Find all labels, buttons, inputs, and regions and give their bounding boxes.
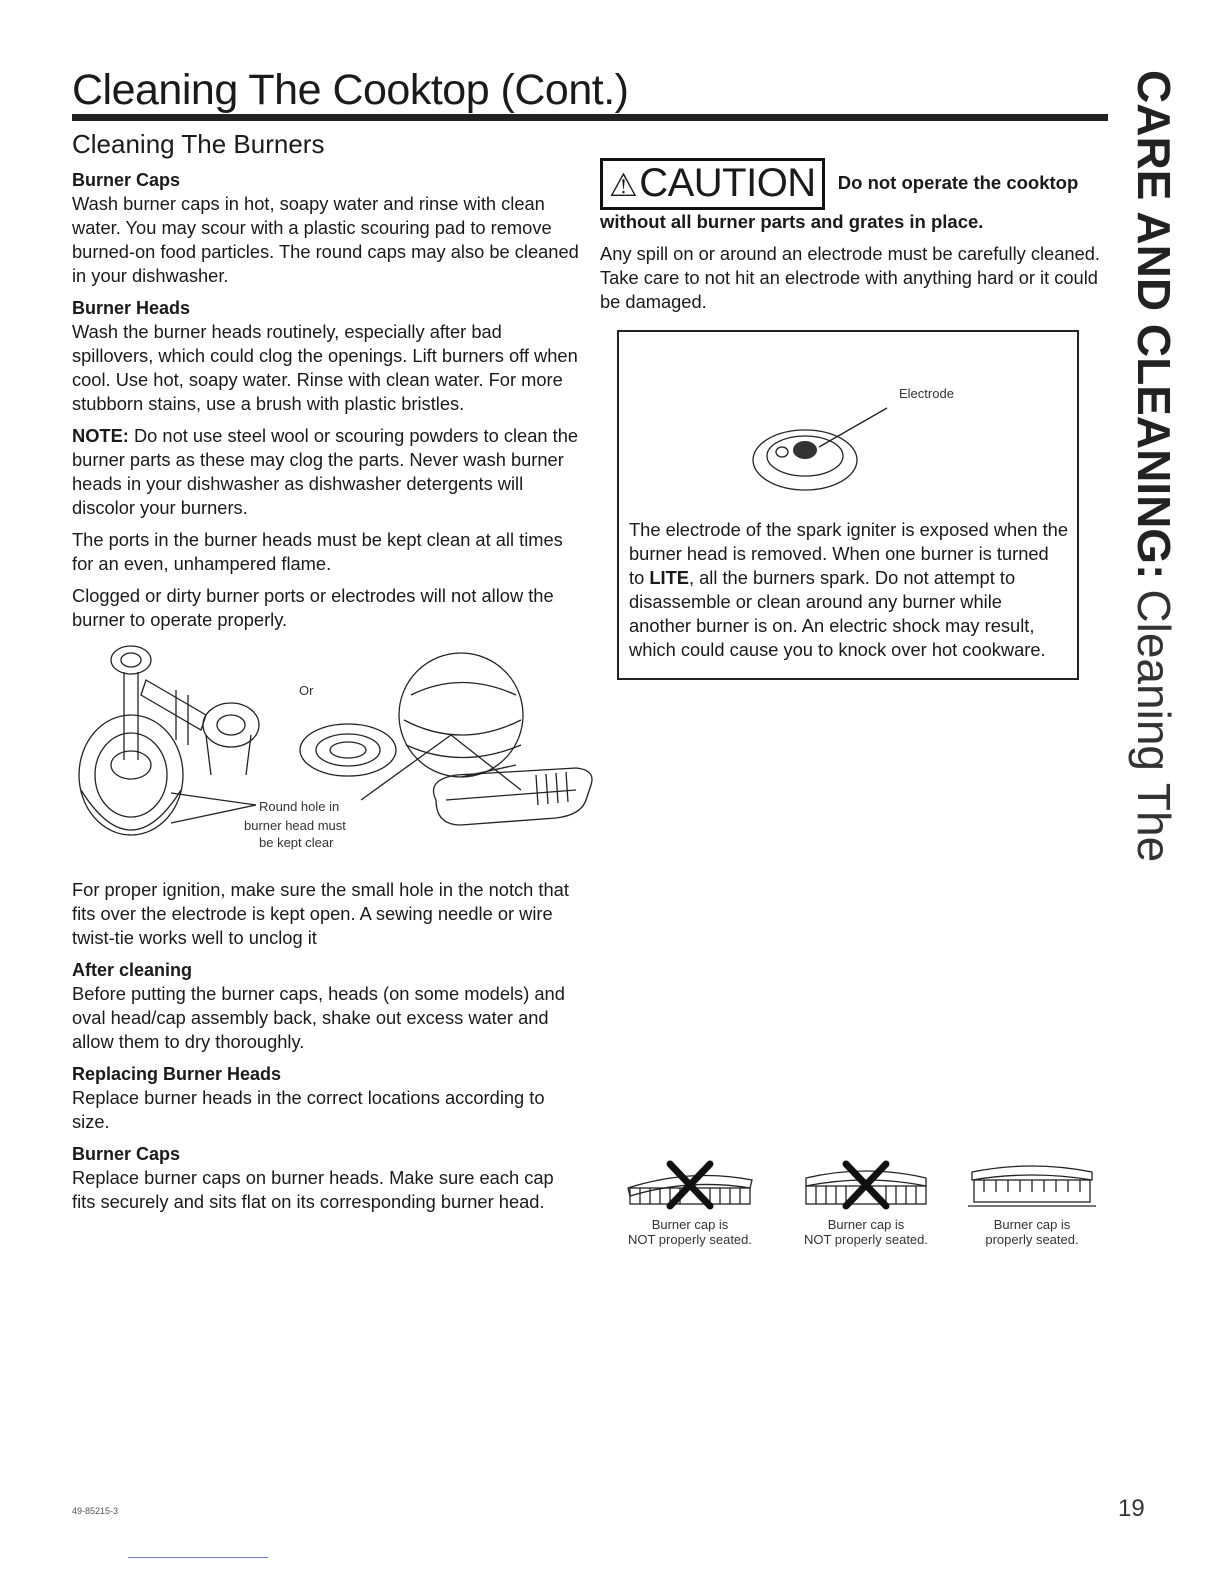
note-text: Do not use steel wool or scouring powders to clean the burner parts as these may clog the parts. Never wash burner heads in your dishwasher as dishwasher detergents will discolor your burners. — [72, 425, 579, 518]
burner-head-illustration — [76, 640, 606, 860]
caution-heading-1: Do not operate the cooktop — [837, 171, 1079, 193]
after-cleaning-text: Before putting the burner caps, heads (on some models) and oval head/cap assembly back, shake out excess water and allow them to dry thoroughly. — [72, 983, 565, 1052]
caution-block — [600, 158, 1100, 314]
or-label: Or — [299, 683, 314, 698]
seat-caption-1-line1: Burner cap is — [651, 1217, 729, 1232]
after-cleaning-heading: After cleaning — [72, 960, 193, 980]
caution-heading-2: without all burner parts and grates in place. — [600, 211, 984, 232]
caution-label: CAUTION — [639, 161, 816, 205]
spill-text: Any spill on or around an electrode must be carefully cleaned. Take care to not hit an electrode with anything hard or it could be damaged. — [600, 243, 1100, 312]
seat-caption-2-line1: Burner cap is — [827, 1217, 905, 1232]
electrode-box — [617, 330, 1079, 680]
seat-figures — [610, 1158, 1100, 1258]
burner-heads-heading: Burner Heads — [72, 298, 191, 318]
bottom-link-line — [128, 1557, 268, 1558]
replacing-text: Replace burner heads in the correct locations according to size. — [72, 1087, 545, 1132]
burner-cap-not-seated-1 — [610, 1158, 770, 1212]
seat-caption-3-line1: Burner cap is — [993, 1217, 1071, 1232]
page-number: 19 — [1118, 1495, 1145, 1522]
electrode-text-pre: The electrode of the spark igniter is exposed when the burner head is removed. When one burner is turned to — [629, 519, 1069, 588]
svg-text:CARE AND CLEANING:Cleaning The — [1128, 70, 1180, 870]
burner-caps-heading: Burner Caps — [72, 170, 181, 190]
electrode-label: Electrode — [899, 386, 954, 401]
x-mark-icon — [846, 1164, 886, 1206]
note-paragraph — [72, 424, 580, 520]
burner-cap-seated — [962, 1158, 1102, 1212]
round-hole-caption-3: be kept clear — [259, 835, 334, 850]
seat-figure-3 — [962, 1158, 1102, 1247]
section-title: Cleaning The Burners — [72, 129, 325, 159]
seat-caption-2-line2: NOT properly seated. — [803, 1232, 929, 1247]
title-rule — [72, 114, 1108, 121]
left-column-lower — [72, 878, 580, 1222]
side-tab-bold: CARE AND CLEANING: — [1128, 70, 1180, 580]
caution-badge — [600, 158, 825, 210]
electrode-text-post: , all the burners spark. Do not attempt to disassemble or clean around any burner while another burner is on. An electric shock may result, which could cause you to knock over hot cookware. — [629, 567, 1046, 660]
seat-figure-1 — [610, 1158, 770, 1247]
page-title: Cleaning The Cooktop (Cont.) — [72, 66, 629, 114]
side-tab — [1116, 70, 1196, 870]
round-hole-caption-1: Round hole in — [259, 799, 340, 814]
ignition-text: For proper ignition, make sure the small hole in the notch that fits over the electrode is kept open. A sewing needle or wire twist-tie works well to unclog it — [72, 879, 569, 948]
document-code: 49-85215-3 — [72, 1506, 119, 1516]
round-hole-caption-2: burner head must — [244, 818, 346, 833]
replacing-heading: Replacing Burner Heads — [72, 1064, 282, 1084]
electrode-illustration — [619, 332, 1077, 512]
clogged-text: Clogged or dirty burner ports or electrodes will not allow the burner to operate properly. — [72, 585, 554, 630]
seat-figure-2 — [786, 1158, 946, 1247]
note-label: NOTE: — [72, 425, 129, 446]
burner-caps-2-heading: Burner Caps — [72, 1144, 181, 1164]
side-tab-light: Cleaning The Cooktop — [1128, 589, 1180, 870]
seat-caption-3-line2: properly seated. — [985, 1232, 1079, 1247]
lite-label: LITE — [649, 567, 689, 588]
burner-caps-2-text: Replace burner caps on burner heads. Make sure each cap fits securely and sits flat on its corresponding burner head. — [72, 1167, 554, 1212]
ports-text: The ports in the burner heads must be kept clean at all times for an even, unhampered flame. — [72, 529, 563, 574]
seat-caption-1-line2: NOT properly seated. — [627, 1232, 753, 1247]
burner-heads-text: Wash the burner heads routinely, especially after bad spillovers, which could clog the openings. Lift burners off when cool. Use hot, soapy water. Rinse with clean water. For more stubborn stains, use a brush with plastic bristles. — [72, 321, 578, 414]
warning-triangle-icon: ⚠ — [609, 167, 638, 203]
electrode-box-text — [629, 518, 1069, 662]
burner-caps-text: Wash burner caps in hot, soapy water and rinse with clean water. You may scour with a plastic scouring pad to remove burned-on food particles. The round caps may also be cleaned in your dishwasher. — [72, 193, 579, 286]
burner-cap-not-seated-2 — [786, 1158, 946, 1212]
side-tab-text — [1116, 70, 1196, 870]
left-column-upper — [72, 168, 580, 640]
